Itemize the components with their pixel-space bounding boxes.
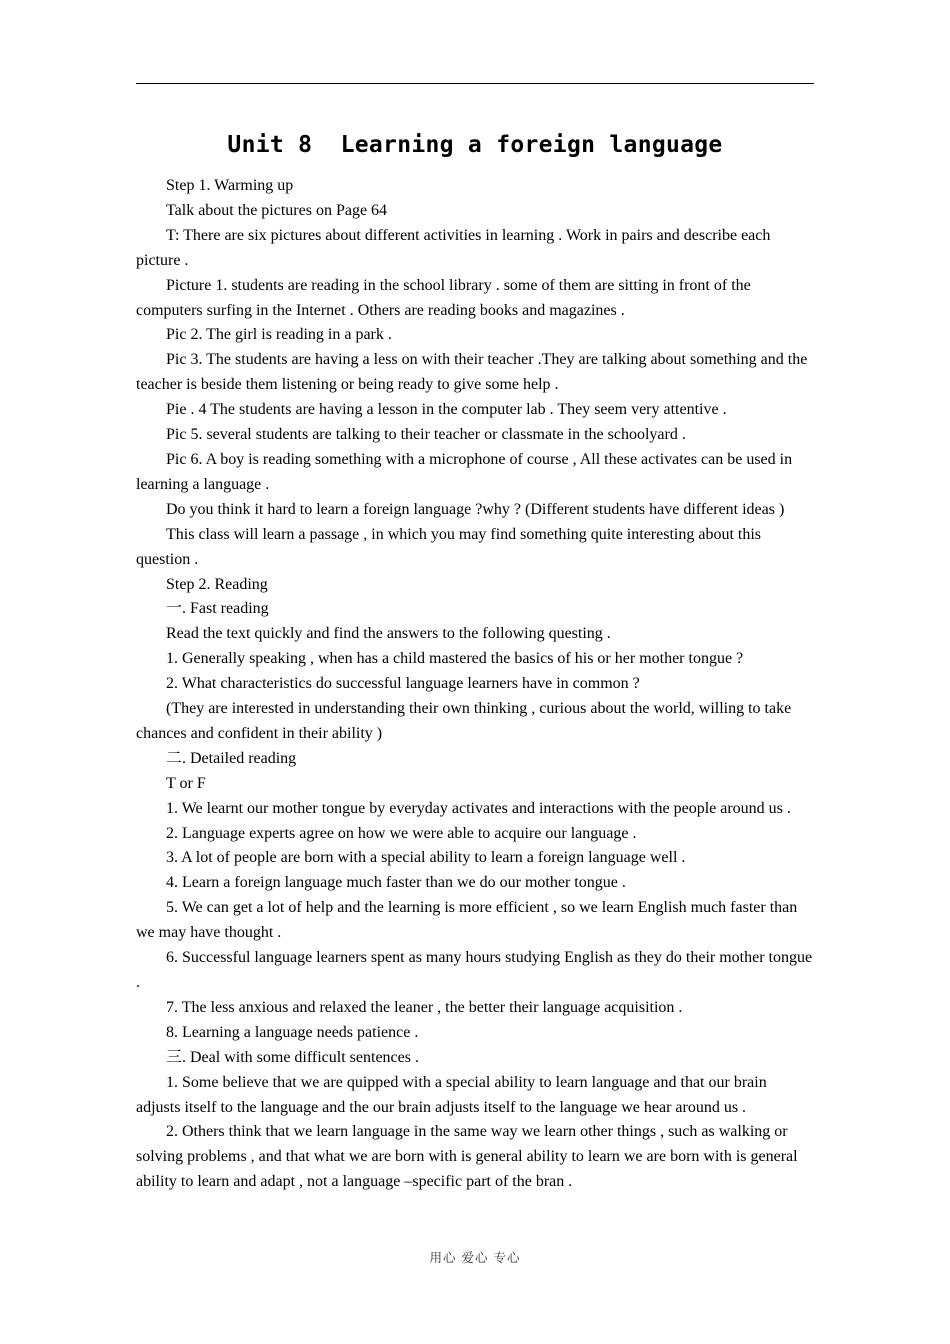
paragraph: Pic 2. The girl is reading in a park . <box>166 326 392 344</box>
paragraph: Talk about the pictures on Page 64 <box>166 201 388 219</box>
document-body <box>136 174 814 1195</box>
question-item: 2. What characteristics do successful language learners have in common ? <box>166 675 640 693</box>
paragraph: Pie . 4 The students are having a lesson in the computer lab . They seem very attentive . <box>166 401 727 419</box>
question-item: 2. Language experts agree on how we were able to acquire our language . <box>166 824 637 842</box>
paragraph: Do you think it hard to learn a foreign language ?why ? (Different students have different ideas ) <box>166 500 785 518</box>
paragraph: Pic 5. several students are talking to their teacher or classmate in the schoolyard . <box>166 426 686 444</box>
paragraph: (They are interested in understanding their own thinking , curious about the world, willing to take chances and confident in their ability ) <box>136 700 792 742</box>
question-item: 7. The less anxious and relaxed the leaner , the better their language acquisition . <box>166 998 683 1016</box>
question-item: 4. Learn a foreign language much faster than we do our mother tongue . <box>166 874 626 892</box>
paragraph: Pic 6. A boy is reading something with a microphone of course , All these activates can be used in learning a language . <box>136 450 793 493</box>
question-item: 1. We learnt our mother tongue by everyday activates and interactions with the people around us . <box>166 799 791 817</box>
sentence-item: 2. Others think that we learn language in the same way we learn other things , such as walking or solving problems , and that what we are born with is general ability to learn we are born with is general ability to learn and adapt , not a language –specific part of the bran . <box>136 1123 798 1191</box>
section-heading: 一. Fast reading <box>166 600 269 618</box>
page-footer: 用心 爱心 专心 <box>429 1250 521 1265</box>
paragraph: Pic 3. The students are having a less on with their teacher .They are talking about something and the teacher is beside them listening or being ready to give some help . <box>136 351 808 394</box>
question-item: 5. We can get a lot of help and the learning is more efficient , so we learn English much faster than we may have thought . <box>136 899 798 942</box>
paragraph: T: There are six pictures about different activities in learning . Work in pairs and describe each picture . <box>136 226 771 269</box>
section-heading: 三. Deal with some difficult sentences . <box>166 1048 419 1066</box>
question-item: 1. Generally speaking , when has a child mastered the basics of his or her mother tongue ? <box>166 650 744 668</box>
paragraph: Step 1. Warming up <box>166 177 294 194</box>
question-item: 3. A lot of people are born with a special ability to learn a foreign language well . <box>166 849 686 867</box>
sentence-item: 1. Some believe that we are quipped with a special ability to learn language and that our brain adjusts itself to the language and the our brain adjusts itself to the language we hear around us . <box>136 1073 767 1116</box>
paragraph: Picture 1. students are reading in the school library . some of them are sitting in front of the computers surfing in the Internet . Others are reading books and magazines . <box>136 276 751 319</box>
question-item: 6. Successful language learners spent as many hours studying English as they do their mother tongue . <box>136 949 813 991</box>
paragraph: This class will learn a passage , in which you may find something quite interesting about this question . <box>136 525 761 568</box>
section-heading: Step 2. Reading <box>166 575 268 593</box>
question-item: 8. Learning a language needs patience . <box>166 1023 419 1041</box>
header-rule <box>136 83 814 84</box>
paragraph: T or F <box>166 774 206 792</box>
section-heading: 二. Detailed reading <box>166 749 297 767</box>
page-title: Unit 8 Learning a foreign language <box>227 132 723 158</box>
paragraph: Read the text quickly and find the answers to the following questing . <box>166 625 611 643</box>
